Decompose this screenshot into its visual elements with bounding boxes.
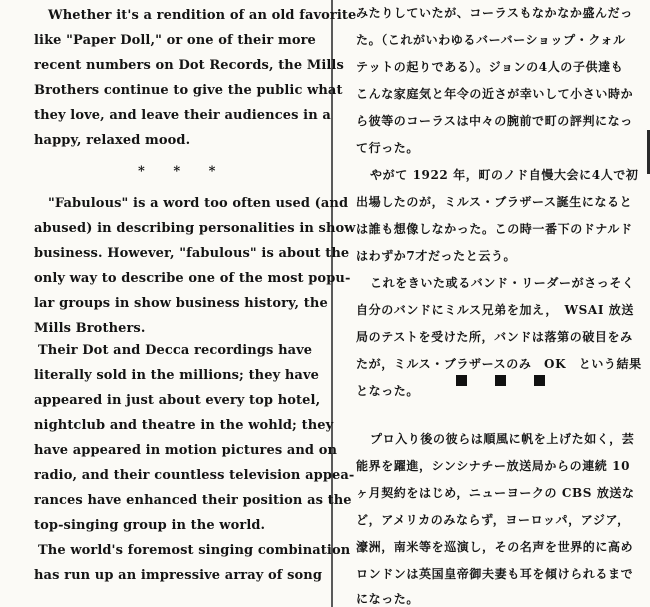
square-bullet bbox=[456, 375, 467, 386]
text-line: recent numbers on Dot Records, the Mills bbox=[34, 58, 344, 73]
text-line: 局のテストを受けた所，バンドは落第の破目をみ bbox=[356, 330, 633, 344]
text-line: て行った。 bbox=[356, 141, 420, 155]
text-line: has run up an impressive array of song bbox=[34, 568, 323, 583]
text-line: abused) in describing personalities in show bbox=[34, 221, 356, 236]
text-line: これをきいた或るバンド・リーダーがさっそく bbox=[370, 276, 635, 290]
text-line: rances have enhanced their position as the bbox=[34, 493, 352, 508]
text-line: only way to describe one of the most popu- bbox=[34, 271, 351, 286]
text-line: ど，アメリカのみならず，ヨーロッパ，アジア， bbox=[356, 513, 630, 527]
section-separator bbox=[456, 375, 545, 386]
text-line: テットの起りである）。ジョンの4人の子供達も bbox=[356, 60, 624, 74]
square-bullet bbox=[495, 375, 506, 386]
text-line: lar groups in show business history, the bbox=[34, 296, 328, 311]
text-line: はわずか7才だったと云う。 bbox=[356, 249, 517, 263]
text-line: た。（これがいわゆるバーバーショップ・クォル bbox=[356, 33, 626, 47]
text-line: have appeared in motion pictures and on bbox=[34, 443, 338, 458]
text-line: 出場したのが，ミルス・ブラザース誕生になると bbox=[356, 195, 633, 209]
text-line: プロ入り後の彼らは順風に帆を上げた如く，芸 bbox=[370, 432, 635, 446]
text-line: radio, and their countless television appea- bbox=[34, 468, 355, 483]
text-line: literally sold in the millions; they have bbox=[34, 368, 319, 383]
text-line: they love, and leave their audiences in a bbox=[34, 108, 331, 123]
text-line: 濠洲，南米等を巡演し，その名声を世界的に高め bbox=[356, 540, 634, 554]
section-separator: * * * bbox=[138, 164, 228, 179]
text-line: 自分のバンドにミルス兄弟を加え， WSAI 放送 bbox=[356, 303, 635, 317]
text-line: Mills Brothers. bbox=[34, 321, 146, 336]
text-line: になった。 bbox=[356, 592, 420, 606]
text-line: Their Dot and Decca recordings have bbox=[38, 343, 313, 358]
text-line: やがて 1922 年，町のノド自慢大会に4人で初 bbox=[370, 168, 639, 182]
square-bullet bbox=[534, 375, 545, 386]
text-line: みたりしていたが、コーラスもなかなか盛んだっ bbox=[356, 6, 633, 20]
text-line: like "Paper Doll," or one of their more bbox=[34, 33, 316, 48]
text-line: ヶ月契約をはじめ，ニューヨークの CBS 放送な bbox=[356, 486, 635, 500]
text-line: 能界を躍進，シンシナチー放送局からの連続 10 bbox=[356, 459, 631, 473]
text-line: となった。 bbox=[356, 384, 420, 398]
text-line: Whether it's a rendition of an old favorite bbox=[48, 8, 357, 23]
text-line: appeared in just about every top hotel, bbox=[34, 393, 321, 408]
text-line: ら彼等のコーラスは中々の腕前で町の評判になっ bbox=[356, 114, 633, 128]
text-line: こんな家庭気と年令の近さが幸いして小さい時か bbox=[356, 87, 634, 101]
text-line: Brothers continue to give the public what bbox=[34, 83, 343, 98]
text-line: The world's foremost singing combination bbox=[38, 543, 351, 558]
text-line: nightclub and theatre in the wohld; they bbox=[34, 418, 334, 433]
text-line: ロンドンは英国皇帝御夫妻も耳を傾けられるまで bbox=[356, 567, 634, 581]
text-line: happy, relaxed mood. bbox=[34, 133, 191, 148]
text-line: たが，ミルス・ブラザースのみ OK という結果 bbox=[356, 357, 642, 371]
text-line: は誰も想像しなかった。この時一番下のドナルド bbox=[356, 222, 633, 236]
text-line: "Fabulous" is a word too often used (and bbox=[48, 196, 349, 211]
text-line: top-singing group in the world. bbox=[34, 518, 266, 533]
text-line: business. However, "fabulous" is about the bbox=[34, 246, 350, 261]
